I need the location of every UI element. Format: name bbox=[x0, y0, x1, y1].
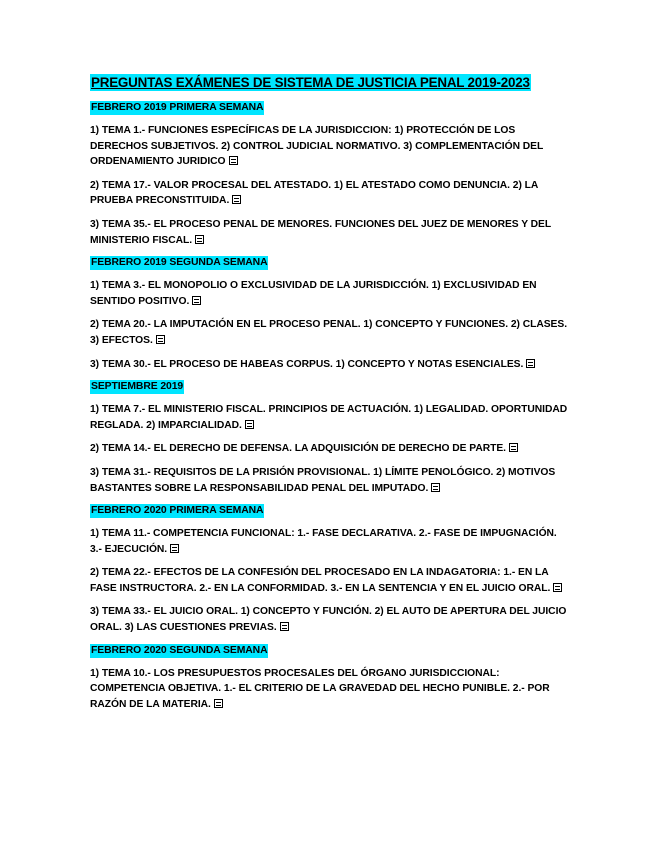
section-septiembre-2019 bbox=[90, 380, 568, 496]
missing-glyph-icon bbox=[229, 156, 238, 165]
list-item bbox=[90, 441, 568, 457]
list-item bbox=[90, 217, 568, 248]
item-text: 3) TEMA 31.- REQUISITOS DE LA PRISIÓN PROVISIONAL. 1) LÍMITE PENOLÓGICO. 2) MOTIVOS BASTANTES SOBRE LA RESPONSABILIDAD PENAL DEL IMPUTADO. bbox=[90, 466, 556, 494]
list-item bbox=[90, 317, 568, 348]
section-heading: FEBRERO 2020 PRIMERA SEMANA bbox=[91, 505, 264, 517]
list-item bbox=[90, 666, 568, 713]
missing-glyph-icon bbox=[431, 483, 440, 492]
missing-glyph-icon bbox=[553, 583, 562, 592]
section-febrero-2020-primera bbox=[90, 504, 568, 636]
list-item bbox=[90, 123, 568, 170]
item-text: 1) TEMA 1.- FUNCIONES ESPECÍFICAS DE LA JURISDICCION: 1) PROTECCIÓN DE LOS DERECHOS SUBJETIVOS. 2) CONTROL JUDICIAL NORMATIVO. 3) COMPLEMENTACIÓN DEL ORDENAMIENTO JURIDICO bbox=[90, 125, 544, 168]
item-text: 3) TEMA 33.- EL JUICIO ORAL. 1) CONCEPTO Y FUNCIÓN. 2) EL AUTO DE APERTURA DEL JUICIO ORAL. 3) LAS CUESTIONES PREVIAS. bbox=[90, 606, 567, 634]
section-febrero-2020-segunda bbox=[90, 644, 568, 713]
document-page bbox=[90, 74, 568, 720]
document-title: PREGUNTAS EXÁMENES DE SISTEMA DE JUSTICIA PENAL 2019-2023 bbox=[91, 75, 530, 90]
item-text: 2) TEMA 20.- LA IMPUTACIÓN EN EL PROCESO PENAL. 1) CONCEPTO Y FUNCIONES. 2) CLASES. 3) EFECTOS. bbox=[90, 319, 568, 346]
section-heading: SEPTIEMBRE 2019 bbox=[91, 381, 184, 393]
missing-glyph-icon bbox=[509, 443, 518, 452]
missing-glyph-icon bbox=[232, 195, 241, 204]
missing-glyph-icon bbox=[245, 420, 254, 429]
missing-glyph-icon bbox=[526, 359, 535, 368]
list-item bbox=[90, 357, 568, 373]
list-item bbox=[90, 178, 568, 209]
item-text: 1) TEMA 11.- COMPETENCIA FUNCIONAL: 1.- FASE DECLARATIVA. 2.- FASE DE IMPUGNACIÓN. 3.- EJECUCIÓN. bbox=[90, 528, 557, 555]
list-item bbox=[90, 278, 568, 309]
list-item bbox=[90, 402, 568, 433]
item-text: 1) TEMA 3.- EL MONOPOLIO O EXCLUSIVIDAD DE LA JURISDICCIÓN. 1) EXCLUSIVIDAD EN SENTIDO POSITIVO. bbox=[90, 280, 537, 307]
list-item bbox=[90, 604, 568, 635]
item-text: 2) TEMA 17.- VALOR PROCESAL DEL ATESTADO. 1) EL ATESTADO COMO DENUNCIA. 2) LA PRUEBA PRECONSTITUIDA. bbox=[90, 179, 538, 207]
item-text: 3) TEMA 30.- EL PROCESO DE HABEAS CORPUS. 1) CONCEPTO Y NOTAS ESENCIALES. bbox=[90, 358, 524, 370]
section-febrero-2019-segunda bbox=[90, 256, 568, 372]
missing-glyph-icon bbox=[195, 235, 204, 244]
section-heading: FEBRERO 2019 PRIMERA SEMANA bbox=[91, 102, 264, 113]
missing-glyph-icon bbox=[280, 622, 289, 631]
list-item bbox=[90, 465, 568, 496]
missing-glyph-icon bbox=[192, 296, 201, 305]
section-heading: FEBRERO 2020 SEGUNDA SEMANA bbox=[91, 644, 268, 656]
item-text: 3) TEMA 35.- EL PROCESO PENAL DE MENORES. FUNCIONES DEL JUEZ DE MENORES Y DEL MINISTERIO FISCAL. bbox=[90, 218, 551, 246]
item-text: 1) TEMA 10.- LOS PRESUPUESTOS PROCESALES DEL ÓRGANO JURISDICCIONAL: COMPETENCIA OBJETIVA. 1.- EL CRITERIO DE LA GRAVEDAD DEL HECHO PUNIBLE. 2.- POR RAZÓN DE LA MATERIA. bbox=[90, 667, 550, 710]
list-item bbox=[90, 565, 568, 596]
missing-glyph-icon bbox=[156, 335, 165, 344]
item-text: 2) TEMA 22.- EFECTOS DE LA CONFESIÓN DEL PROCESADO EN LA INDAGATORIA: 1.- EN LA FASE INSTRUCTORA. 2.- EN LA CONFORMIDAD. 3.- EN LA SENTENCIA Y EN EL JUICIO ORAL. bbox=[90, 567, 551, 594]
item-text: 2) TEMA 14.- EL DERECHO DE DEFENSA. LA ADQUISICIÓN DE DERECHO DE PARTE. bbox=[90, 443, 506, 455]
list-item bbox=[90, 526, 568, 557]
missing-glyph-icon bbox=[214, 699, 223, 708]
item-text: 1) TEMA 7.- EL MINISTERIO FISCAL. PRINCIPIOS DE ACTUACIÓN. 1) LEGALIDAD. OPORTUNIDAD REGLADA. 2) IMPARCIALIDAD. bbox=[90, 404, 568, 431]
missing-glyph-icon bbox=[170, 544, 179, 553]
section-febrero-2019-primera bbox=[90, 101, 568, 248]
section-heading: FEBRERO 2019 SEGUNDA SEMANA bbox=[91, 257, 268, 269]
